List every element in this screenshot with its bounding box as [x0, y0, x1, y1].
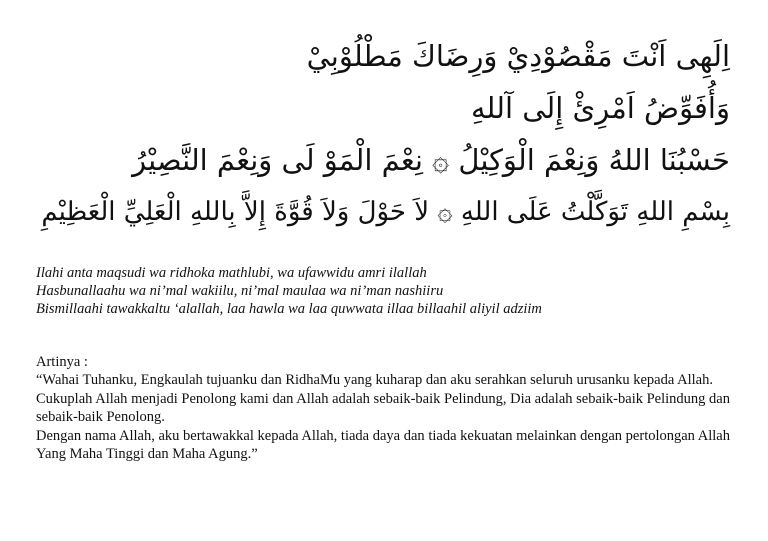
- transliteration-line: Ilahi anta maqsudi wa ridhoka mathlubi, wa ufawwidu amri ilallah: [36, 265, 427, 281]
- arabic-line: بِسْمِ اللهِ تَوَكَّلْتُ عَلَى اللهِ ۞ لاَ حَوْلَ وَلاَ قُوَّةَ إِلاَّ بِاللهِ الْعَلِيِّ الْعَظِيْمِ: [41, 197, 730, 227]
- arabic-line: حَسْبُنَا اللهُ وَنِعْمَ الْوَكِيْلُ ۞ نِعْمَ الْمَوْ لَى وَنِعْمَ النَّصِيْرُ: [132, 143, 730, 177]
- meaning-heading: Artinya :: [36, 354, 88, 370]
- meaning-paragraph: Dengan nama Allah, aku bertawakkal kepada Allah, tiada daya dan tiada kekuatan melainkan dengan pertolongan Allah Yang Maha Tinggi dan Maha Agung.”: [36, 427, 730, 463]
- arabic-line: وَأُفَوِّضُ اَمْرِئْ إِلَى آللهِ: [470, 91, 730, 125]
- meaning-paragraph: “Wahai Tuhanku, Engkaulah tujuanku dan RidhaMu yang kuharap dan aku serahkan seluruh urusanku kepada Allah.: [36, 372, 713, 389]
- transliteration-line: Bismillaahi tawakkaltu ‘alallah, laa hawla wa laa quwwata illaa billaahil aliyil adziim: [36, 301, 542, 317]
- arabic-prayer: [30, 30, 730, 238]
- meaning-paragraph: Cukuplah Allah menjadi Penolong kami dan Allah adalah sebaik-baik Pelindung, Dia adalah sebaik-baik Pelindung dan sebaik-baik Penolong.: [36, 390, 730, 426]
- meaning-section: [36, 353, 730, 463]
- arabic-line: اِلَهِى اَنْتَ مَقْصُوْدِيْ وَرِضَاكَ مَطْلُوْبِيْ: [306, 39, 730, 73]
- transliteration-line: Hasbunallaahu wa ni’mal wakiilu, ni’mal maulaa wa ni’man nashiiru: [36, 283, 444, 299]
- transliteration: [36, 264, 736, 318]
